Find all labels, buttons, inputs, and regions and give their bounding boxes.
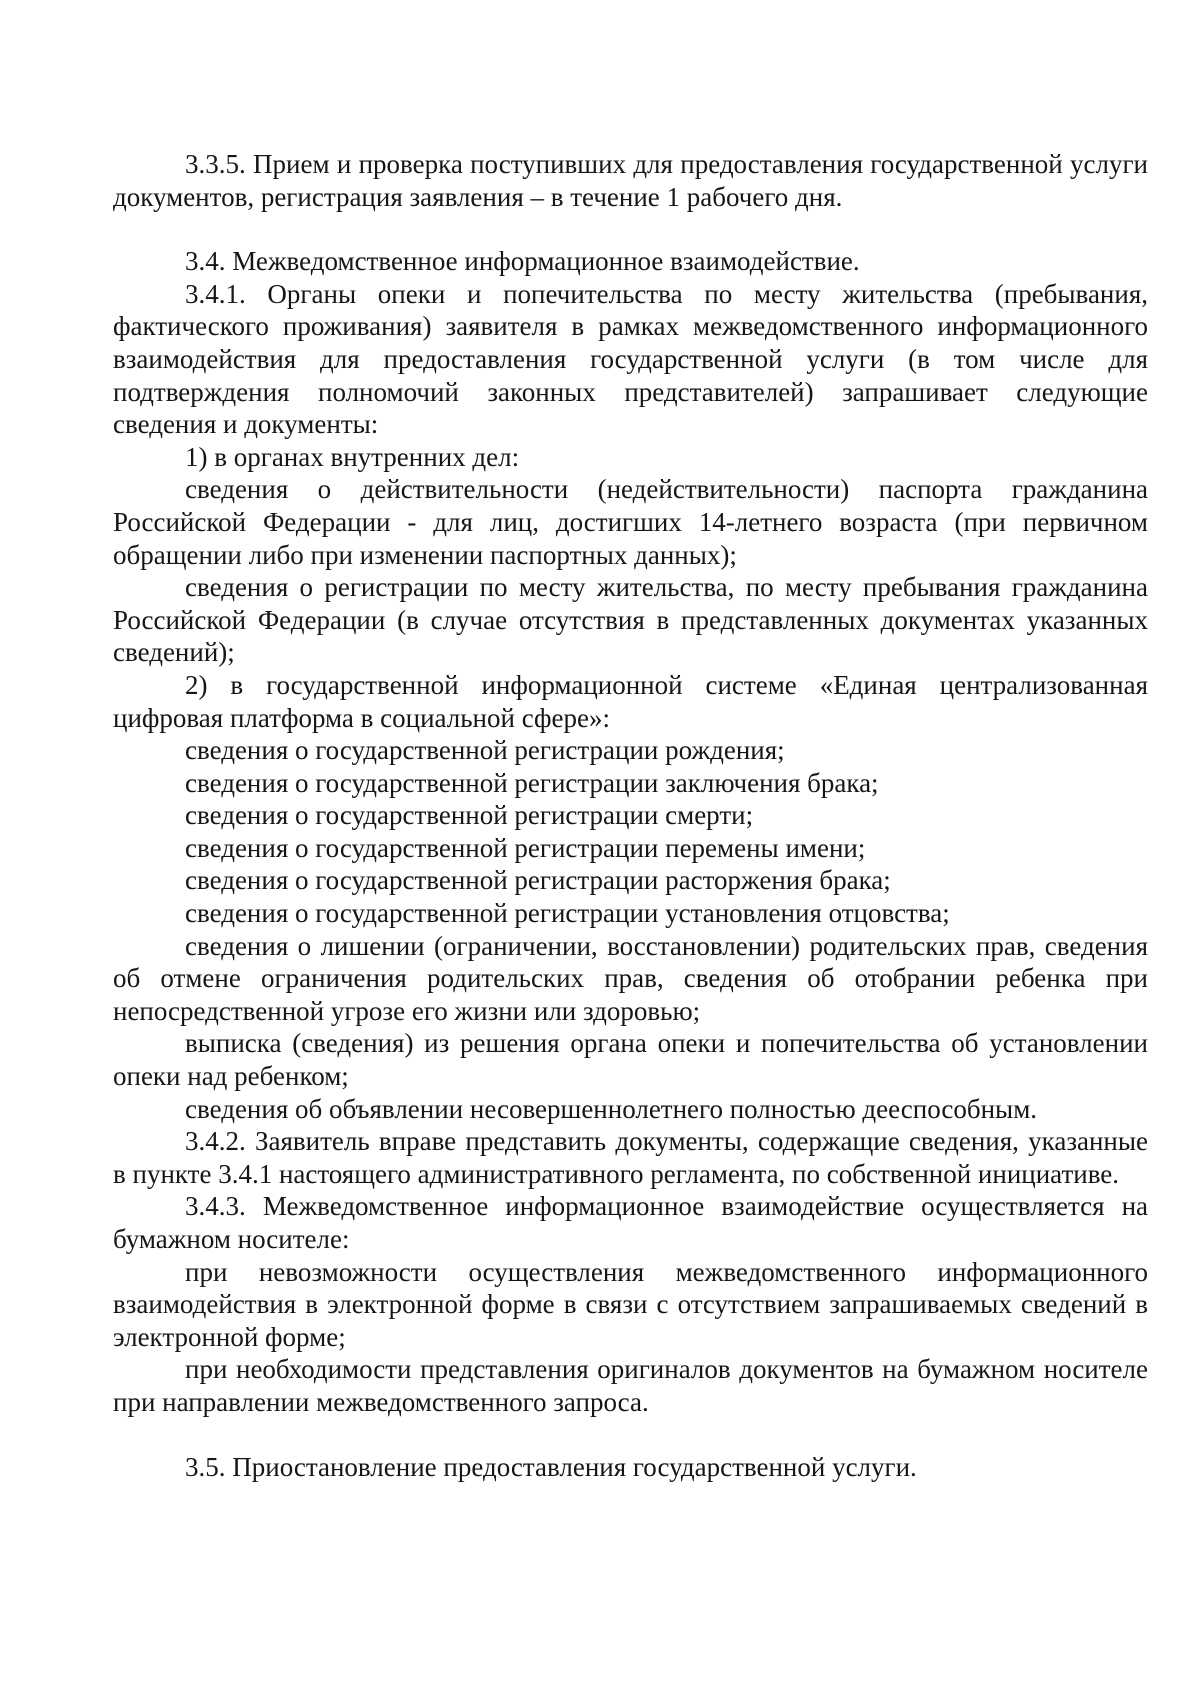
paragraph-3-4-1: 3.4.1. Органы опеки и попечительства по месту жительства (пребывания, фактического проживания) заявителя в рамках межведомственного информационного взаимодействия для предоставления государственной услуги (в том числе для подтверждения полномочий законных представителей) запрашивает следующие сведения и документы:	[113, 278, 1148, 440]
list-item-internal-affairs: 1) в органах внутренних дел:	[185, 441, 520, 472]
list-item-passport-validity: сведения о действительности (недействительности) паспорта гражданина Российской Федерации - для лиц, достигших 14-летнего возраста (при первичном обращении либо при изменении паспортных данных);	[113, 474, 1148, 570]
list-item-no-electronic: при невозможности осуществления межведомственного информационного взаимодействия в электронной форме в связи с отсутствием запрашиваемых сведений в электронной форме;	[113, 1256, 1148, 1352]
list-item-registration: сведения о регистрации по месту жительства, по месту пребывания гражданина Российской Федерации (в случае отсутствия в представленных документах указанных сведений);	[113, 572, 1148, 668]
list-item-marriage: сведения о государственной регистрации заключения брака;	[185, 767, 879, 798]
paragraph-3-4-2: 3.4.2. Заявитель вправе представить документы, содержащие сведения, указанные в пункте 3.4.1 настоящего административного регламента, по собственной инициативе.	[113, 1126, 1148, 1189]
list-item-name-change: сведения о государственной регистрации перемены имени;	[185, 832, 866, 863]
list-item-gis-platform: 2) в государственной информационной системе «Единая централизованная цифровая платформа в социальной сфере»:	[113, 669, 1148, 733]
heading-3-4: 3.4. Межведомственное информационное взаимодействие.	[185, 246, 860, 277]
list-item-guardianship: выписка (сведения) из решения органа опеки и попечительства об установлении опеки над ребенком;	[113, 1028, 1148, 1092]
list-item-death: сведения о государственной регистрации смерти;	[185, 800, 754, 831]
list-item-paternity: сведения о государственной регистрации установления отцовства;	[185, 898, 950, 929]
list-item-divorce: сведения о государственной регистрации расторжения брака;	[185, 865, 891, 896]
paragraph-3-3-5: 3.3.5. Прием и проверка поступивших для предоставления государственной услуги документов, регистрация заявления – в течение 1 рабочего дня.	[113, 149, 1148, 212]
heading-3-5: 3.5. Приостановление предоставления государственной услуги.	[185, 1451, 917, 1482]
list-item-birth: сведения о государственной регистрации рождения;	[185, 735, 785, 766]
list-item-originals: при необходимости представления оригиналов документов на бумажном носителе при направлении межведомственного запроса.	[113, 1354, 1148, 1417]
document-page	[113, 148, 1148, 1483]
paragraph-3-4-3: 3.4.3. Межведомственное информационное взаимодействие осуществляется на бумажном носителе:	[113, 1191, 1148, 1254]
list-item-parental-rights: сведения о лишении (ограничении, восстановлении) родительских прав, сведения об отмене ограничения родительских прав, сведения об отобрании ребенка при непосредственной угрозе его жизни или здоровью;	[113, 930, 1148, 1026]
list-item-emancipation: сведения об объявлении несовершеннолетнего полностью дееспособным.	[185, 1093, 1038, 1124]
